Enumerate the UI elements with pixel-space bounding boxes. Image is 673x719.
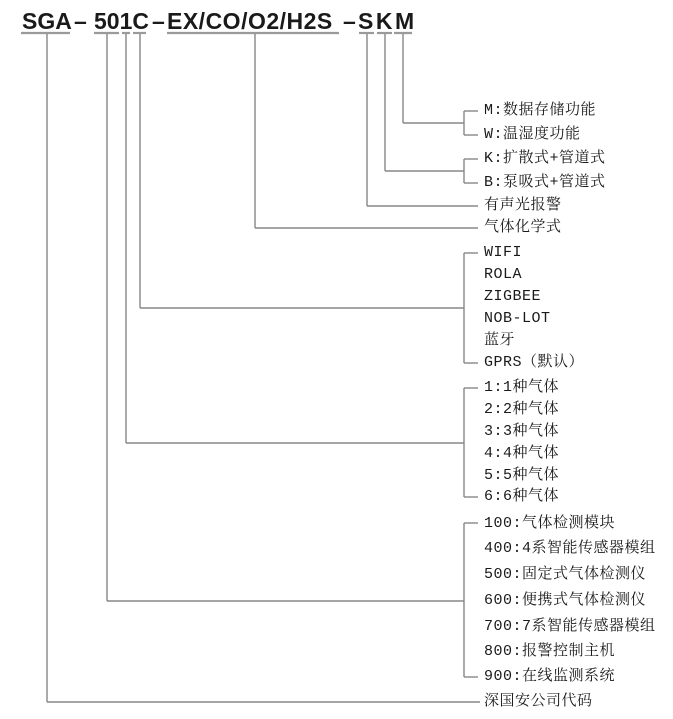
label-comm-noblot: NOB-LOT [484, 310, 551, 327]
model-code-company: SGA [22, 8, 72, 34]
model-code-suffix: SKM [358, 8, 417, 34]
label-comm-bluetooth: 蓝牙 [484, 332, 516, 349]
model-code-dash: – [74, 8, 87, 34]
label-series-900: 900:在线监测系统 [484, 668, 616, 685]
label-gascount-3: 3:3种气体 [484, 423, 560, 440]
model-code-dash: – [152, 8, 165, 34]
label-gascount-1: 1:1种气体 [484, 379, 560, 396]
connectors [47, 34, 480, 702]
label-comm-wifi: WIFI [484, 244, 523, 261]
label-series-100: 100:气体检测模块 [484, 515, 616, 532]
label-series-800: 800:报警控制主机 [484, 643, 616, 660]
label-company-code: 深国安公司代码 [484, 693, 593, 710]
label-series-700: 700:7系智能传感器模组 [484, 618, 656, 635]
label-comm-gprs: GPRS（默认） [484, 354, 585, 371]
label-comm-zigbee: ZIGBEE [484, 288, 542, 305]
label-gascount-2: 2:2种气体 [484, 401, 560, 418]
label-formula: 气体化学式 [484, 219, 562, 236]
label-gascount-6: 6:6种气体 [484, 488, 560, 505]
label-storage-m: M:数据存储功能 [484, 102, 597, 119]
label-gascount-5: 5:5种气体 [484, 467, 560, 484]
label-alarm: 有声光报警 [484, 197, 562, 214]
label-gascount-4: 4:4种气体 [484, 445, 560, 462]
label-series-600: 600:便携式气体检测仪 [484, 592, 647, 609]
label-comm-rola: ROLA [484, 266, 523, 283]
label-series-500: 500:固定式气体检测仪 [484, 566, 647, 583]
model-code-number: 501C [94, 8, 149, 34]
label-series-400: 400:4系智能传感器模组 [484, 540, 656, 557]
label-storage-w: W:温湿度功能 [484, 126, 581, 143]
model-code-dash: – [343, 8, 356, 34]
label-sampling-k: K:扩散式+管道式 [484, 150, 606, 167]
label-sampling-b: B:泵吸式+管道式 [484, 174, 606, 191]
model-code-gas-formula: EX/CO/O2/H2S [167, 8, 333, 34]
